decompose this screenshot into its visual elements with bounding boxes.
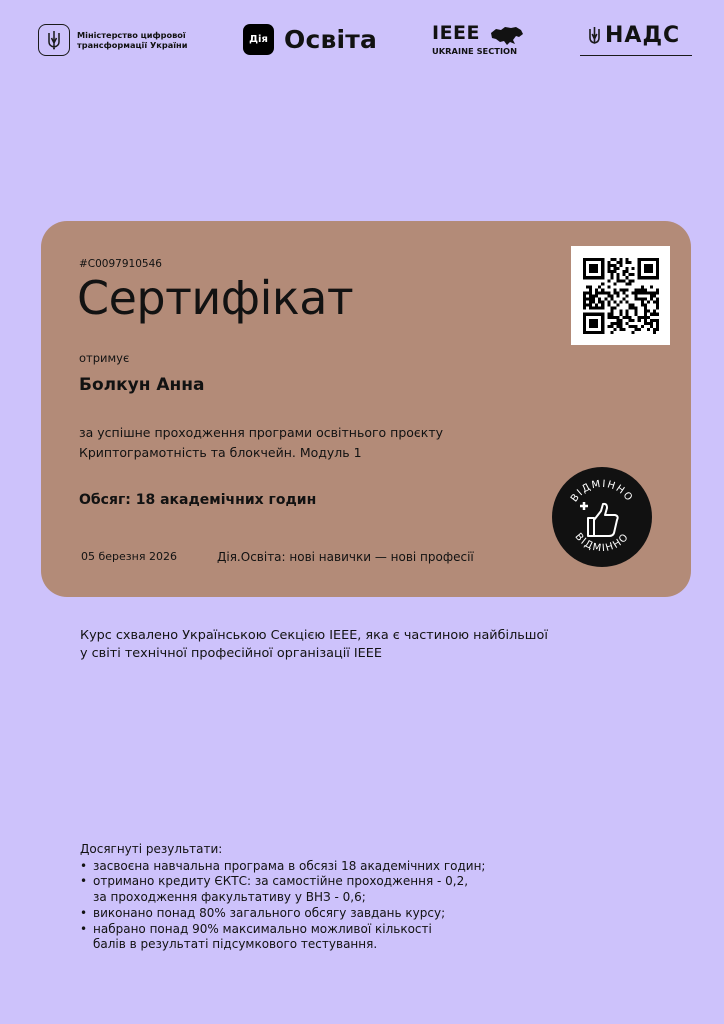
program-line: за успішне проходження програми освітнього проєкту [79,425,444,440]
ministry-logo [38,24,197,56]
list-item: • засвоєна навчальна програма в обсязі 18 академічних годин; [80,859,485,875]
list-item: • отримано кредиту ЄКТС: за самостійне проходження - 0,2, за проходження факультативу у ВНЗ - 0,6; [80,874,485,905]
ukraine-map-icon [490,26,524,46]
list-item: • набрано понад 90% максимально можливої кількості балів в результаті підсумкового тестування. [80,922,485,953]
diya-slogan: Дія.Освіта: нові навички — нові професії [217,550,474,564]
partner-logos [0,0,724,80]
course-volume: Обсяг: 18 академічних годин [79,492,317,508]
badge-text-top: ВІДМІННО [569,478,635,505]
badge-text-bottom: ВІДМІННО [572,531,632,555]
ieee-ukraine-logo [432,24,532,58]
results-title: Досягнуті результати: [80,842,223,856]
diya-osvita-logo [243,24,377,55]
diya-badge: Дія [243,24,274,55]
program-line: Криптограмотність та блокчейн. Модуль 1 [79,445,362,460]
ieee-note-line: Курс схвалено Українською Секцією IEEE, яка є частиною найбільшої [80,628,548,643]
nads-logo [580,23,692,56]
recipient-name: Болкун Анна [79,375,205,395]
ieee-section-label: UKRAINE SECTION [432,46,518,56]
trident-icon [588,26,601,46]
nads-wordmark: НАДС [605,23,681,48]
achieved-results [80,842,485,953]
ieee-approval-note [80,627,548,663]
certificate-id: #C0097910546 [79,258,162,270]
receives-label: отримує [79,351,130,365]
osvita-word: Освіта [284,25,378,54]
trident-icon [38,24,70,56]
results-list [80,859,485,953]
ieee-wordmark: IEEE [432,22,481,44]
program-description [79,423,443,463]
certificate-title: Сертифікат [77,271,354,325]
excellent-badge [552,467,652,567]
ministry-name: Міністерство цифрової трансформації України [77,30,188,50]
issue-date: 05 березня 2026 [81,550,177,563]
qr-code-icon [583,258,659,334]
qr-code[interactable] [571,246,670,345]
list-item: • виконано понад 80% загального обсягу завдань курсу; [80,906,485,922]
ieee-note-line: у світі технічної професійної організації IEEE [80,646,382,661]
certificate-card [41,221,691,597]
